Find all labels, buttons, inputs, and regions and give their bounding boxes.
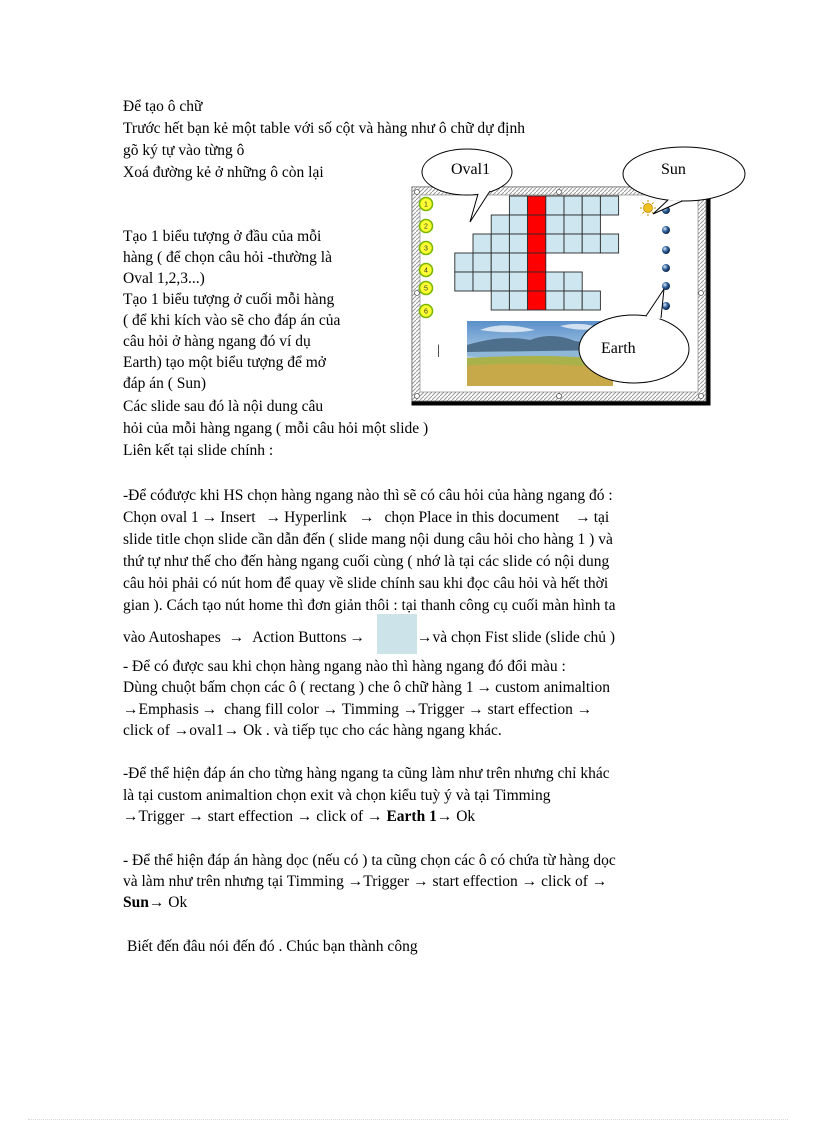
- crossword-cell[interactable]: [600, 234, 618, 253]
- para1-line-2: Chọn oval 1 → Insert → Hyperlink → chọn Place in this document → tại: [123, 509, 610, 526]
- step-line-8: đáp án ( Sun): [123, 375, 207, 392]
- intro-line-3: Xoá đường kẻ ở những ô còn lại: [123, 164, 324, 181]
- intro-line-1: Trước hết bạn kẻ một table với số cột và hàng như ô chữ dự định: [123, 120, 525, 137]
- crossword-cell[interactable]: [564, 272, 582, 291]
- closing-line: Biết đến đâu nói đến đó . Chúc bạn thành công: [127, 938, 418, 955]
- row-oval-button[interactable]: [420, 264, 433, 277]
- crossword-cell[interactable]: [491, 253, 509, 272]
- crossword-cell[interactable]: [564, 215, 582, 234]
- earth-icon[interactable]: [662, 302, 670, 310]
- intro-line-2: gõ ký tự vào từng ô: [123, 142, 245, 159]
- crossword-cell[interactable]: [455, 253, 473, 272]
- text-cursor-mark: |: [437, 343, 440, 358]
- crossword-cell[interactable]: [582, 291, 600, 310]
- crossword-cell[interactable]: [564, 291, 582, 310]
- step-line-9: Các slide sau đó là nội dung câu: [123, 398, 324, 415]
- callout-earth-label: Earth: [601, 340, 636, 357]
- crossword-cell[interactable]: [528, 272, 546, 291]
- para1-line-5: câu hỏi phải có nút hom để quay về slide chính sau khi đọc câu hỏi và hết thời: [123, 575, 609, 592]
- para4-line-3: Sun→ Ok: [123, 894, 188, 911]
- row-oval-button[interactable]: [420, 242, 433, 255]
- step-line-2: hàng ( để chọn câu hỏi -thường là: [123, 249, 332, 266]
- para4-line-2: và làm như trên nhưng tại Timming →Trigger → start effection → click of →: [123, 873, 608, 890]
- crossword-cell[interactable]: [509, 253, 527, 272]
- crossword-cell[interactable]: [491, 272, 509, 291]
- crossword-cell[interactable]: [546, 272, 564, 291]
- step-line-5: ( để khi kích vào sẽ cho đáp án của: [123, 312, 341, 329]
- earth-icon[interactable]: [662, 246, 670, 254]
- step-line-6: câu hỏi ở hàng ngang đó ví dụ: [123, 333, 311, 350]
- row-oval-button[interactable]: [420, 282, 433, 295]
- row-oval-number: 2: [424, 223, 428, 231]
- crossword-cell[interactable]: [491, 291, 509, 310]
- para3-line-1: -Để thể hiện đáp án cho từng hàng ngang ta cũng làm như trên nhưng chỉ khác: [123, 765, 610, 782]
- para3-line-2: là tại custom animaltion chọn exit và chọn kiểu tuỳ ý và tại Timming: [123, 787, 551, 804]
- para1-line-6: gian ). Cách tạo nút home thì đơn giản thôi : tại thanh công cụ cuối màn hình ta: [123, 597, 616, 614]
- para1-line-4: thứ tự như thế cho đến hàng ngang cuối cùng ( nhớ là tại các slide có nội dung: [123, 553, 610, 570]
- crossword-cell[interactable]: [509, 272, 527, 291]
- row-oval-number: 4: [424, 267, 428, 275]
- crossword-cell[interactable]: [455, 272, 473, 291]
- para2-line-3: →Emphasis → chang fill color → Timming →Trigger → start effection →: [123, 701, 593, 718]
- para2-line-2: Dùng chuột bấm chọn các ô ( rectang ) che ô chữ hàng 1 → custom animaltion: [123, 679, 611, 696]
- row-oval-button[interactable]: [420, 198, 433, 211]
- crossword-cell[interactable]: [509, 234, 527, 253]
- step-line-3: Oval 1,2,3...): [123, 270, 205, 287]
- intro-title: Để tạo ô chữ: [123, 98, 203, 115]
- para4-line-1: - Để thể hiện đáp án hàng dọc (nếu có ) ta cũng chọn các ô có chứa từ hàng dọc: [123, 852, 616, 869]
- row-oval-number: 5: [424, 285, 428, 293]
- para2-line-1: - Để có được sau khi chọn hàng ngang nào thì hàng ngang đó đổi màu :: [123, 658, 566, 675]
- crossword-cell[interactable]: [582, 196, 600, 215]
- crossword-cell[interactable]: [491, 234, 509, 253]
- step-line-1: Tạo 1 biểu tượng ở đầu của mỗi: [123, 228, 322, 245]
- row-oval-number: 1: [424, 201, 428, 209]
- crossword-cell[interactable]: [582, 215, 600, 234]
- crossword-cell[interactable]: [473, 234, 491, 253]
- crossword-cell[interactable]: [546, 234, 564, 253]
- crossword-cell[interactable]: [528, 253, 546, 272]
- crossword-cell[interactable]: [528, 234, 546, 253]
- crossword-cell[interactable]: [528, 291, 546, 310]
- step-line-7: Earth) tạo một biểu tượng để mở: [123, 354, 326, 371]
- para3-line-3: →Trigger → start effection → click of → Earth 1→ Ok: [123, 808, 476, 825]
- earth-icon[interactable]: [662, 282, 670, 290]
- crossword-cell[interactable]: [528, 196, 546, 215]
- row-oval-button[interactable]: [420, 220, 433, 233]
- crossword-cell[interactable]: [473, 253, 491, 272]
- para1-line-7: vào Autoshapes → Action Buttons → →và chọn Fist slide (slide chủ ): [123, 614, 615, 654]
- para1-line-3: slide title chọn slide cần dẫn đến ( slide mang nội dung câu hỏi cho hàng 1 ) và: [123, 531, 613, 548]
- crossword-cell[interactable]: [528, 215, 546, 234]
- crossword-cell[interactable]: [600, 196, 618, 215]
- action-button-swatch: [377, 614, 417, 654]
- para1-line-1: -Để cóđược khi HS chọn hàng ngang nào thì sẽ có câu hỏi của hàng ngang đó :: [123, 487, 613, 504]
- crossword-cell[interactable]: [564, 234, 582, 253]
- row-oval-number: 3: [424, 245, 428, 253]
- step-line-4: Tạo 1 biểu tượng ở cuối mỗi hàng: [123, 291, 335, 308]
- crossword-cell[interactable]: [564, 196, 582, 215]
- crossword-cell[interactable]: [582, 234, 600, 253]
- crossword-cell[interactable]: [509, 291, 527, 310]
- crossword-cell[interactable]: [546, 291, 564, 310]
- callout-oval1-label: Oval1: [451, 161, 491, 178]
- crossword-cell[interactable]: [491, 215, 509, 234]
- step-line-11: Liên kết tại slide chính :: [123, 442, 274, 459]
- earth-icon[interactable]: [662, 264, 670, 272]
- callout-sun-label: Sun: [661, 161, 686, 178]
- row-oval-number: 6: [424, 308, 428, 316]
- crossword-cell[interactable]: [473, 272, 491, 291]
- crossword-cell[interactable]: [546, 196, 564, 215]
- footer-dotted-rule: [28, 1119, 788, 1120]
- crossword-cell[interactable]: [509, 215, 527, 234]
- crossword-cell[interactable]: [546, 215, 564, 234]
- row-oval-button[interactable]: [420, 305, 433, 318]
- crossword-cell[interactable]: [509, 196, 527, 215]
- step-line-10: hỏi của mỗi hàng ngang ( mỗi câu hỏi một slide ): [123, 420, 429, 437]
- earth-icon[interactable]: [662, 226, 670, 234]
- para2-line-4: click of →oval1→ Ok . và tiếp tục cho các hàng ngang khác.: [123, 722, 502, 739]
